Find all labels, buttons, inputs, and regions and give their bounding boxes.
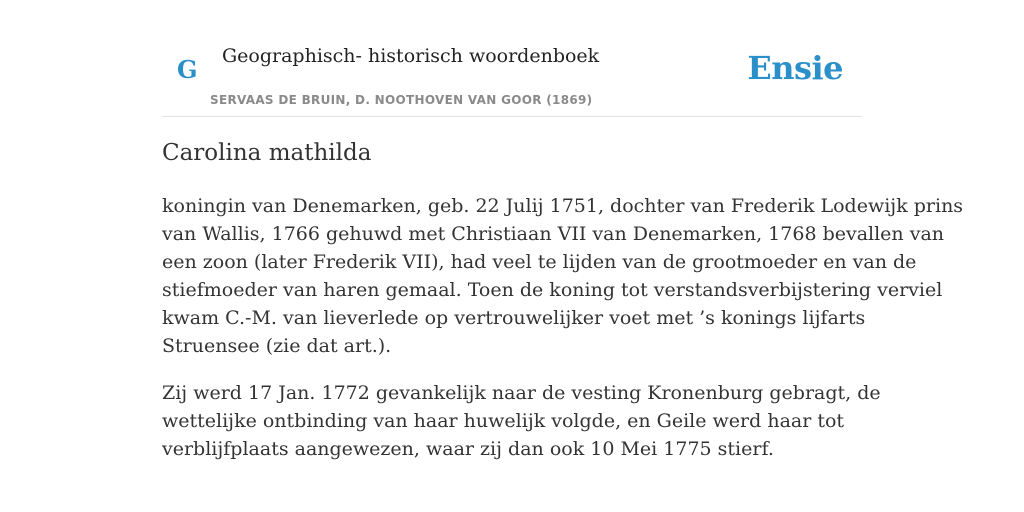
paragraph-line: stiefmoeder van haren gemaal. Toen de koning tot verstandsverbijstering verviel xyxy=(162,279,943,301)
entry-paragraph-2 xyxy=(162,379,881,463)
header xyxy=(162,0,862,117)
paragraph-line: kwam C.-M. van lieverlede op vertrouwelijker voet met ’s konings lijfarts xyxy=(162,307,866,329)
book-badge[interactable]: G xyxy=(177,55,198,84)
paragraph-line: van Wallis, 1766 gehuwd met Christiaan VII van Denemarken, 1768 bevallen van xyxy=(162,223,945,245)
book-author: SERVAAS DE BRUIN, D. NOOTHOVEN VAN GOOR (1869) xyxy=(210,93,593,107)
page xyxy=(162,0,964,460)
paragraph-line: een zoon (later Frederik VII), had veel te lijden van de grootmoeder en van de xyxy=(162,251,917,273)
paragraph-line: Struensee (zie dat art.). xyxy=(162,335,392,357)
paragraph-line: wettelijke ontbinding van haar huwelijk volgde, en Geile werd haar tot xyxy=(162,410,845,432)
paragraph-line: Zij werd 17 Jan. 1772 gevankelijk naar de vesting Kronenburg gebragt, de xyxy=(162,382,881,404)
paragraph-line: verblijfplaats aangewezen, waar zij dan ook 10 Mei 1775 stierf. xyxy=(162,438,774,460)
entry-title: Carolina mathilda xyxy=(162,140,372,166)
entry-paragraph-1 xyxy=(162,192,964,360)
paragraph-line: koningin van Denemarken, geb. 22 Julij 1751, dochter van Frederik Lodewijk prins xyxy=(162,195,964,217)
ensie-logo[interactable]: Ensie xyxy=(747,49,843,87)
book-title[interactable]: Geographisch- historisch woordenboek xyxy=(222,45,600,67)
